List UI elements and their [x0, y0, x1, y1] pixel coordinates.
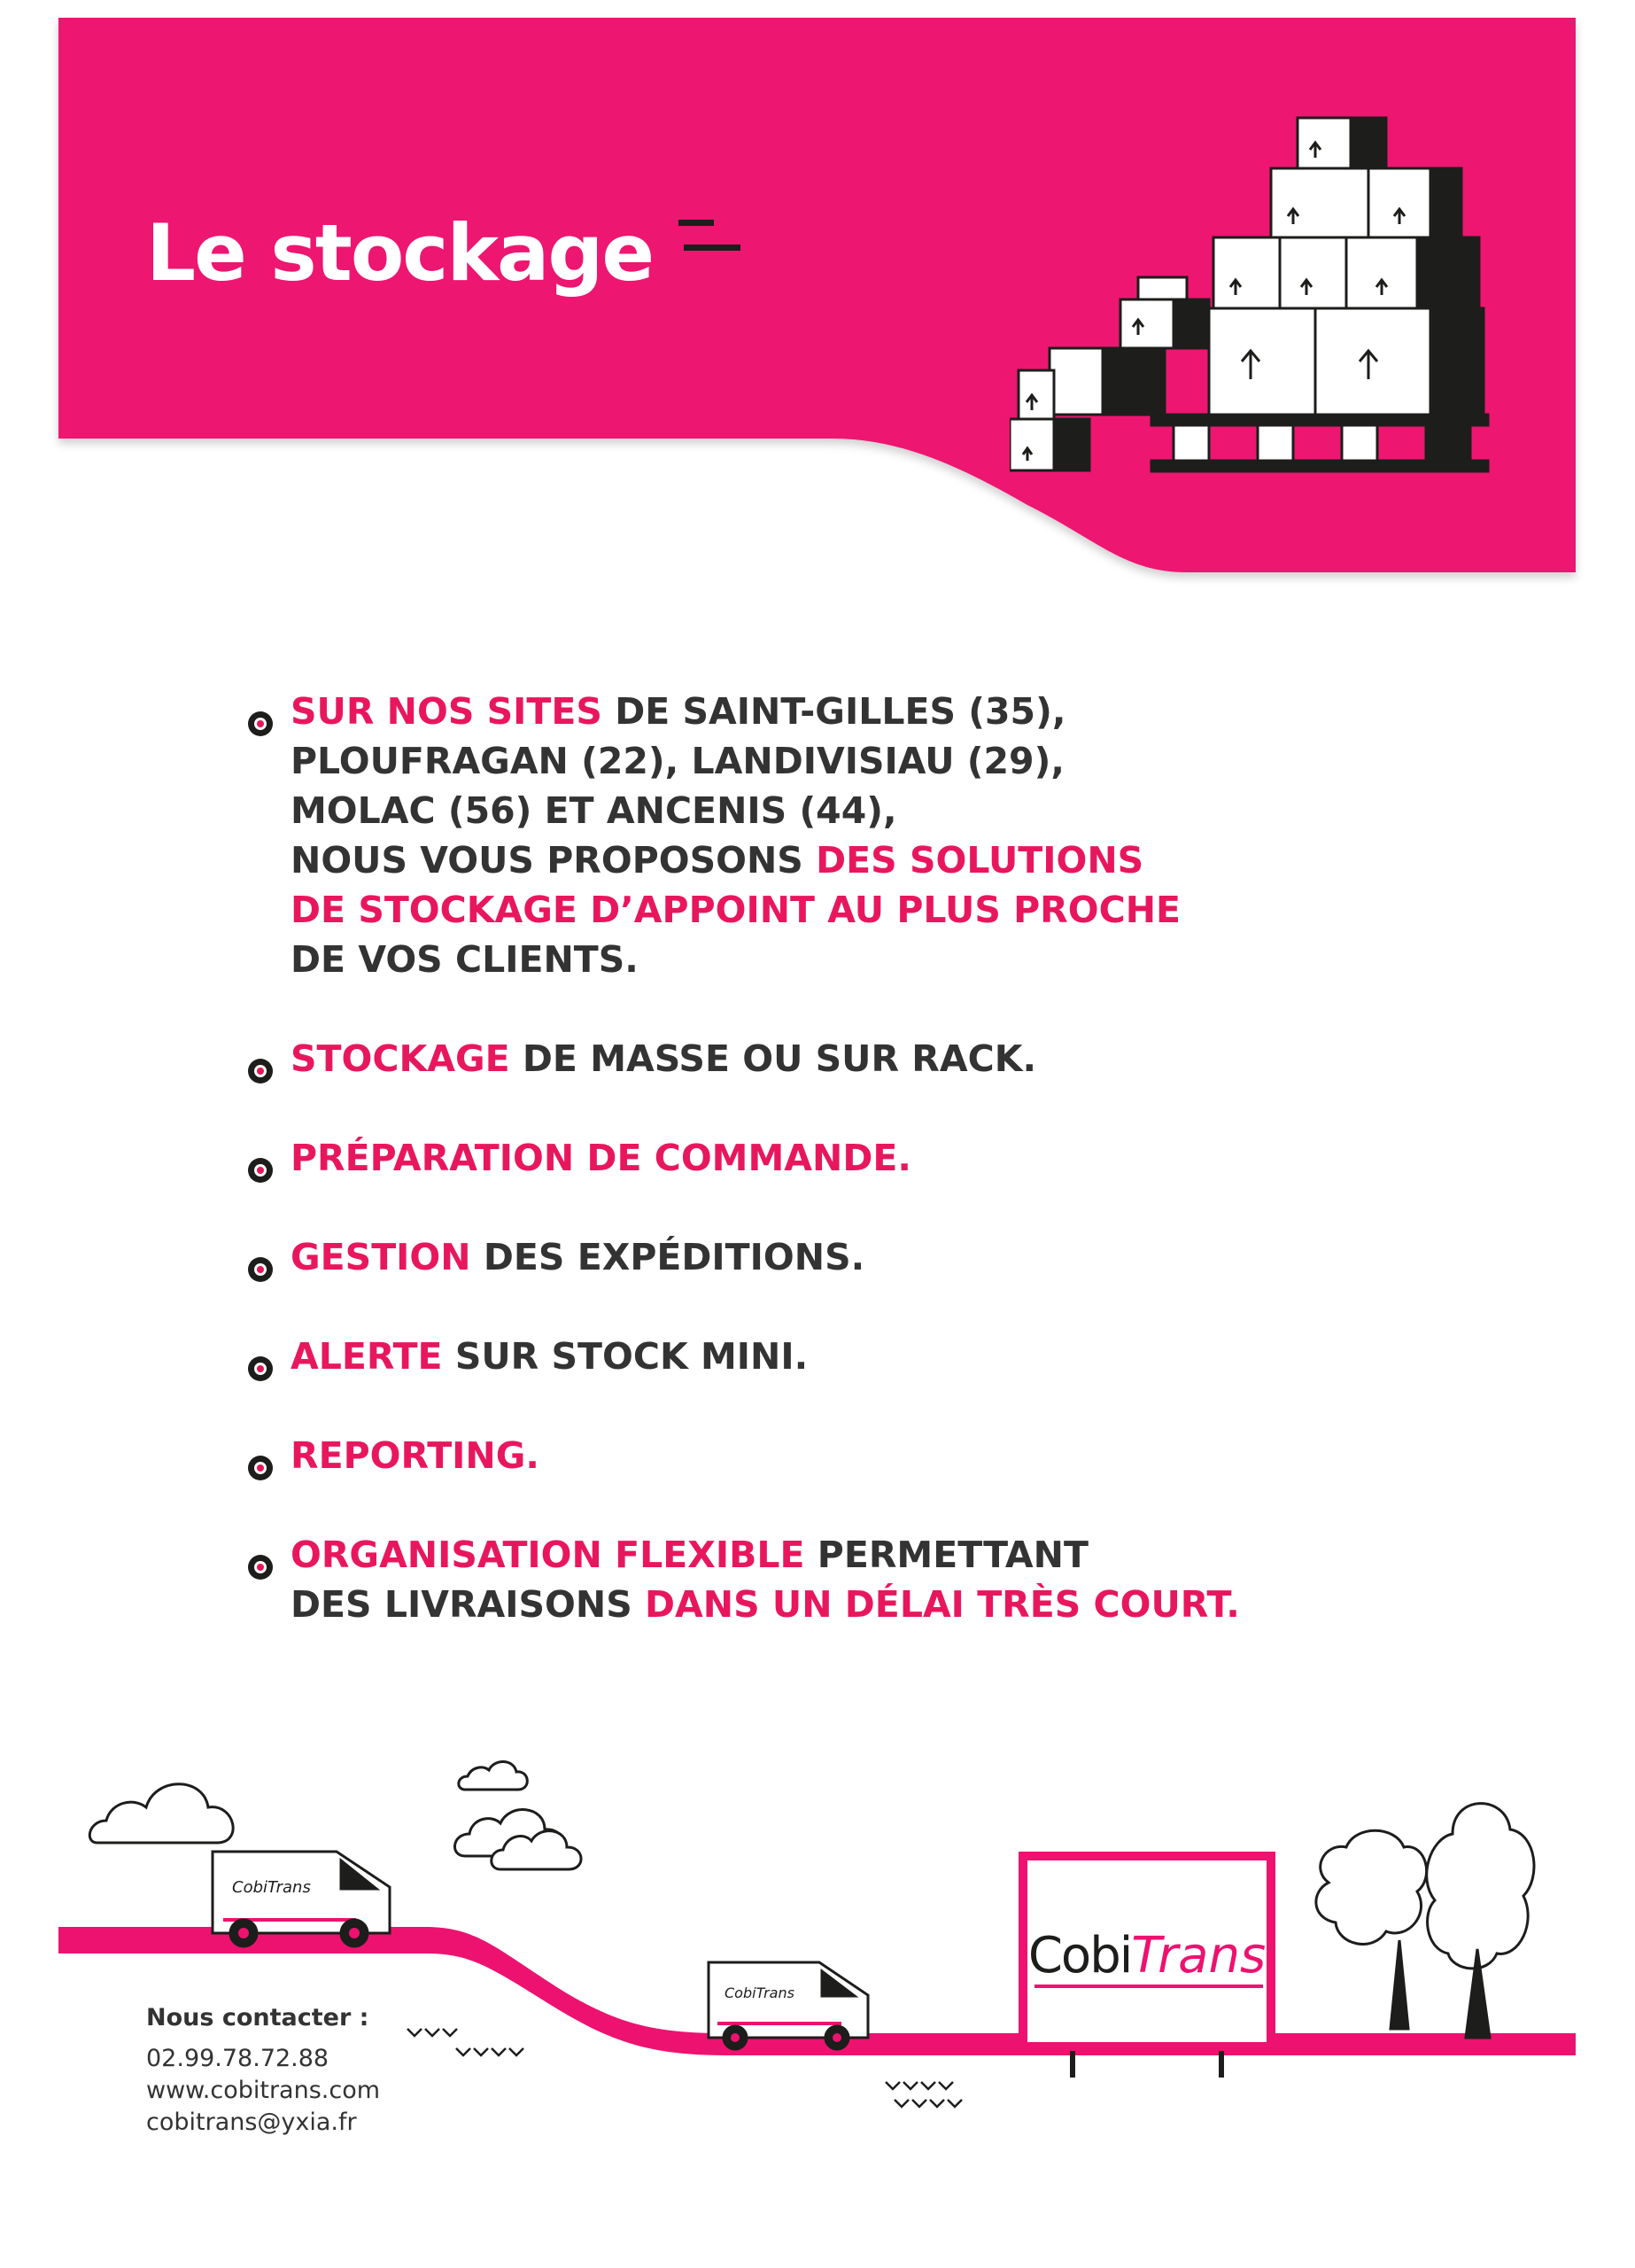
contact-website[interactable]: www.cobitrans.com: [146, 2077, 381, 2104]
bullet-icon: [246, 1544, 275, 1573]
feature-line: [291, 835, 1486, 885]
highlight-text: REPORTING.: [291, 1434, 539, 1477]
highlight-text: DANS UN DÉLAI TRÈS COURT.: [645, 1583, 1240, 1626]
body-text: DES EXPÉDITIONS.: [470, 1236, 865, 1278]
feature-item: [246, 687, 1486, 984]
brand-name-part1: Cobi: [1027, 1927, 1132, 1984]
feature-item: [246, 1034, 1486, 1084]
boxes-pallet-icon: [1010, 113, 1541, 477]
body-text: DE VOS CLIENTS.: [291, 938, 639, 981]
feature-item: [246, 1133, 1486, 1183]
page-title: Le stockage: [146, 207, 654, 299]
billboard-logo: [1027, 1927, 1267, 1984]
contact-heading: Nous contacter :: [146, 2004, 369, 2031]
body-text: MOLAC (56) ET ANCENIS (44),: [291, 789, 897, 832]
highlight-text: ALERTE: [291, 1335, 443, 1378]
body-text: DES LIVRAISONS: [291, 1583, 646, 1626]
tree-icon: [1316, 1804, 1534, 2038]
body-text: PLOUFRAGAN (22), LANDIVISIAU (29),: [291, 740, 1065, 782]
feature-line: [291, 885, 1486, 935]
bullet-icon: [246, 1445, 275, 1473]
feature-line: [291, 1530, 1486, 1580]
feature-item: [246, 1530, 1486, 1629]
highlight-text: DE STOCKAGE D’APPOINT AU PLUS PROCHE: [291, 889, 1182, 931]
body-text: PERMETTANT: [804, 1534, 1089, 1576]
body-text: DE SAINT-GILLES (35),: [601, 690, 1066, 733]
feature-line: [291, 1580, 1486, 1629]
title-dash-top: [678, 220, 714, 226]
highlight-text: PRÉPARATION DE COMMANDE.: [291, 1137, 911, 1179]
cloud-icon: [89, 1784, 233, 1843]
feature-line: [291, 736, 1486, 786]
feature-item: [246, 1431, 1486, 1480]
bullet-icon: [246, 1247, 275, 1275]
feature-line: [291, 1431, 1486, 1480]
feature-line: [291, 1133, 1486, 1183]
highlight-text: GESTION: [291, 1236, 471, 1278]
feature-line: [291, 935, 1486, 984]
feature-item: [246, 1332, 1486, 1381]
brand-name-part2: Trans: [1131, 1927, 1267, 1984]
contact-phone[interactable]: 02.99.78.72.88: [146, 2045, 329, 2072]
contact-email[interactable]: cobitrans@yxia.fr: [146, 2109, 357, 2136]
feature-line: [291, 1034, 1486, 1084]
highlight-text: STOCKAGE: [291, 1037, 510, 1080]
feature-line: [291, 687, 1486, 736]
feature-line: [291, 1332, 1486, 1381]
highlight-text: DES SOLUTIONS: [816, 839, 1144, 882]
van-logo-2: CobiTrans: [725, 1984, 794, 2001]
highlight-text: SUR NOS SITES: [291, 690, 602, 733]
body-text: NOUS VOUS PROPOSONS: [291, 839, 817, 882]
bullet-icon: [246, 1147, 275, 1176]
feature-item: [246, 1232, 1486, 1282]
van-logo-1: CobiTrans: [232, 1878, 311, 1897]
highlight-text: ORGANISATION FLEXIBLE: [291, 1534, 805, 1576]
body-text: SUR STOCK MINI.: [442, 1335, 809, 1378]
bullet-icon: [246, 1048, 275, 1076]
features-list: [246, 687, 1486, 1679]
feature-line: [291, 1232, 1486, 1282]
bullet-icon: [246, 1346, 275, 1374]
van-icon-2: [709, 1962, 868, 2049]
title-dash-bottom: [684, 245, 740, 251]
cloud-icon-2: [455, 1761, 582, 1869]
feature-line: [291, 786, 1486, 835]
bullet-icon: [246, 701, 275, 729]
van-icon: [213, 1852, 390, 1946]
body-text: DE MASSE OU SUR RACK.: [509, 1037, 1037, 1080]
